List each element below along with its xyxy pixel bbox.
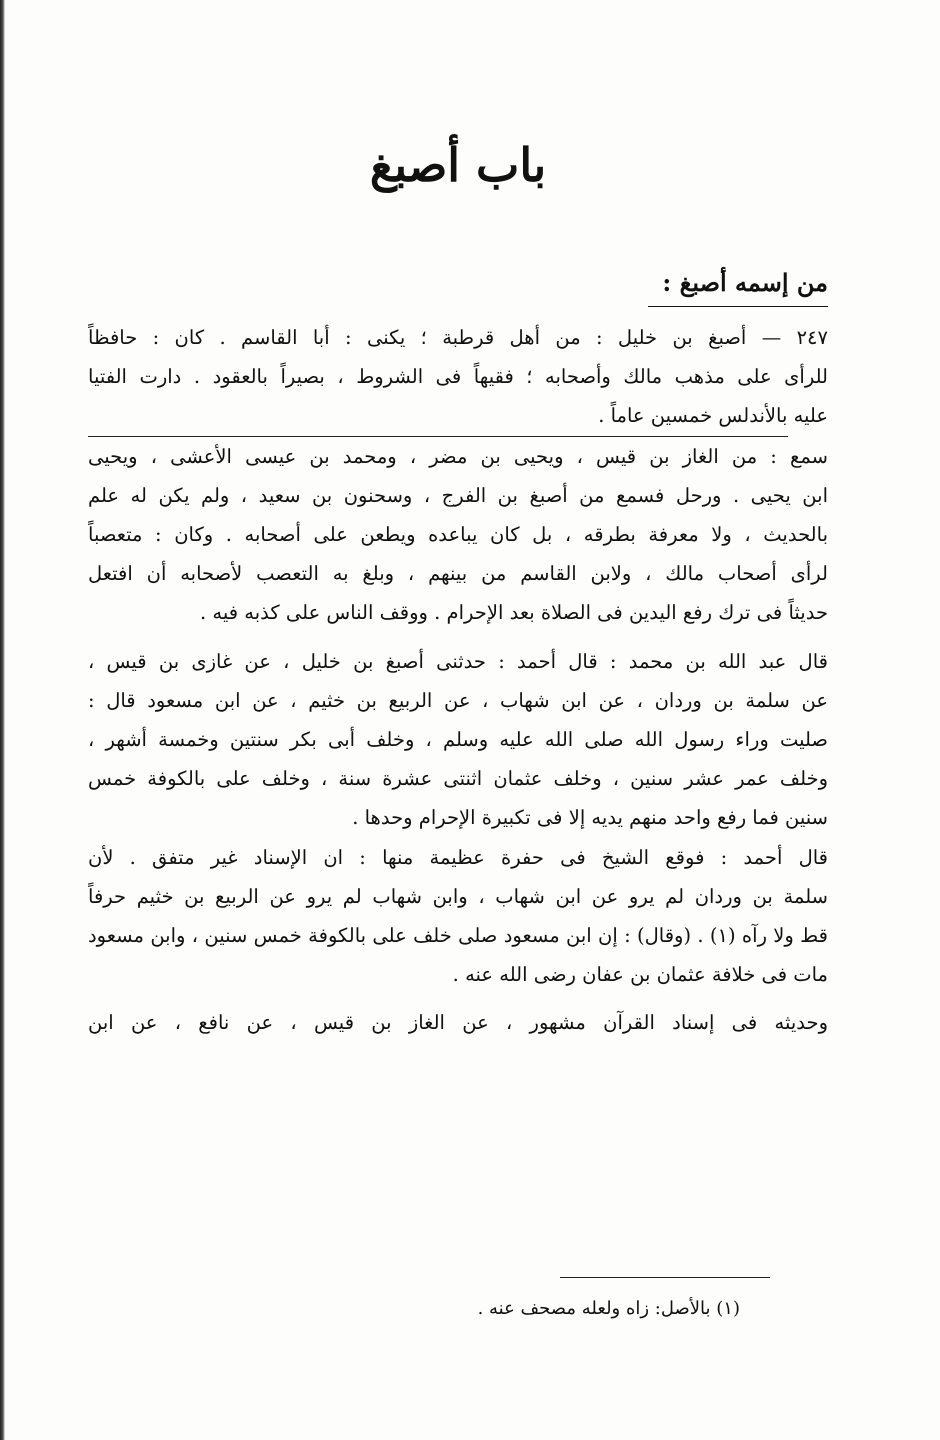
text-line: بالحديث ، ولا معرفة بطرقه ، بل كان يباعده ويطعن على أصحابه . وكان : متعصباً xyxy=(88,523,828,547)
section-heading: من إسمه أصبغ : xyxy=(662,268,828,297)
footnote: (١) بالأصل: زاه ولعله مصحف عنه . xyxy=(477,1298,740,1319)
text-line: سمع : من الغاز بن قيس ، ويحيى بن مضر ، ومحمد بن عيسى الأعشى ، ويحيى xyxy=(88,444,828,468)
text-line: حديثاً فى ترك رفع اليدين فى الصلاة بعد الإحرام . ووقف الناس على كذبه فيه . xyxy=(200,601,828,625)
section-heading-underline xyxy=(648,306,828,307)
text-line: وخلف عمر عشر سنين ، وخلف عثمان اثنتى عشرة سنة ، وخلف على بالكوفة خمس xyxy=(88,767,828,791)
paragraph-critique xyxy=(88,838,828,995)
text-line: سلمة بن وردان لم يرو عن ابن شهاب ، وابن شهاب لم يرو عن الربيع بن خثيم حرفاً xyxy=(88,884,828,908)
text-line: سنين فما رفع واحد منهم يديه إلا فى تكبيرة الإحرام وحدها . xyxy=(352,806,828,830)
text-line: ٢٤٧ — أصبغ بن خليل : من أهل قرطبة ؛ يكنى : أبا القاسم . كان : حافظاً xyxy=(88,326,828,349)
text-line: ابن يحيى . ورحل فسمع من أصبغ بن الفرج ، وسحنون بن سعيد ، ولم يكن له علم xyxy=(88,483,828,507)
text-line: قال أحمد : فوقع الشيخ فى حفرة عظيمة منها : ان الإسناد غير متفق . لأن xyxy=(88,845,828,869)
body-text xyxy=(88,318,828,1043)
chapter-title: باب أصبغ xyxy=(369,138,547,192)
paragraph-entry-247 xyxy=(88,318,828,436)
text-line: للرأى على مذهب مالك وأصحابه ؛ فقيهاً فى الشروط ، بصيراً بالعقود . دارت الفتيا xyxy=(88,365,828,389)
text-line: عليه بالأندلس خمسين عاماً . xyxy=(598,404,828,428)
text-line: مات فى خلافة عثمان بن عفان رضى الله عنه . xyxy=(452,963,828,987)
scan-edge xyxy=(0,0,5,1440)
text-line: صليت وراء رسول الله صلى الله عليه وسلم ، وخلف أبى بكر سنتين وخمسة أشهر ، xyxy=(88,728,828,752)
text-line: قط ولا رآه (١) . (وقال) : إن ابن مسعود صلى خلف على بالكوفة خمس سنين ، وابن مسعود xyxy=(88,924,828,948)
paragraph-quran-isnad xyxy=(88,1003,828,1042)
text-line: وحديثه فى إسناد القرآن مشهور ، عن الغاز بن قيس ، عن نافع ، عن ابن xyxy=(88,1011,828,1035)
paragraph-hadith-narration xyxy=(88,642,828,838)
paragraph-teachers xyxy=(88,437,828,633)
text-line: لرأى أصحاب مالك ، ولابن القاسم من بينهم ، وبلغ به التعصب لأصحابه أن افتعل xyxy=(88,562,828,586)
footnote-separator xyxy=(560,1277,770,1278)
text-line: قال عبد الله بن محمد : قال أحمد : حدثنى أصبغ بن خليل ، عن غازى بن قيس ، xyxy=(88,649,828,673)
text-line: عن سلمة بن وردان ، عن ابن شهاب ، عن الربيع بن خثيم ، عن ابن مسعود قال : xyxy=(88,688,828,712)
